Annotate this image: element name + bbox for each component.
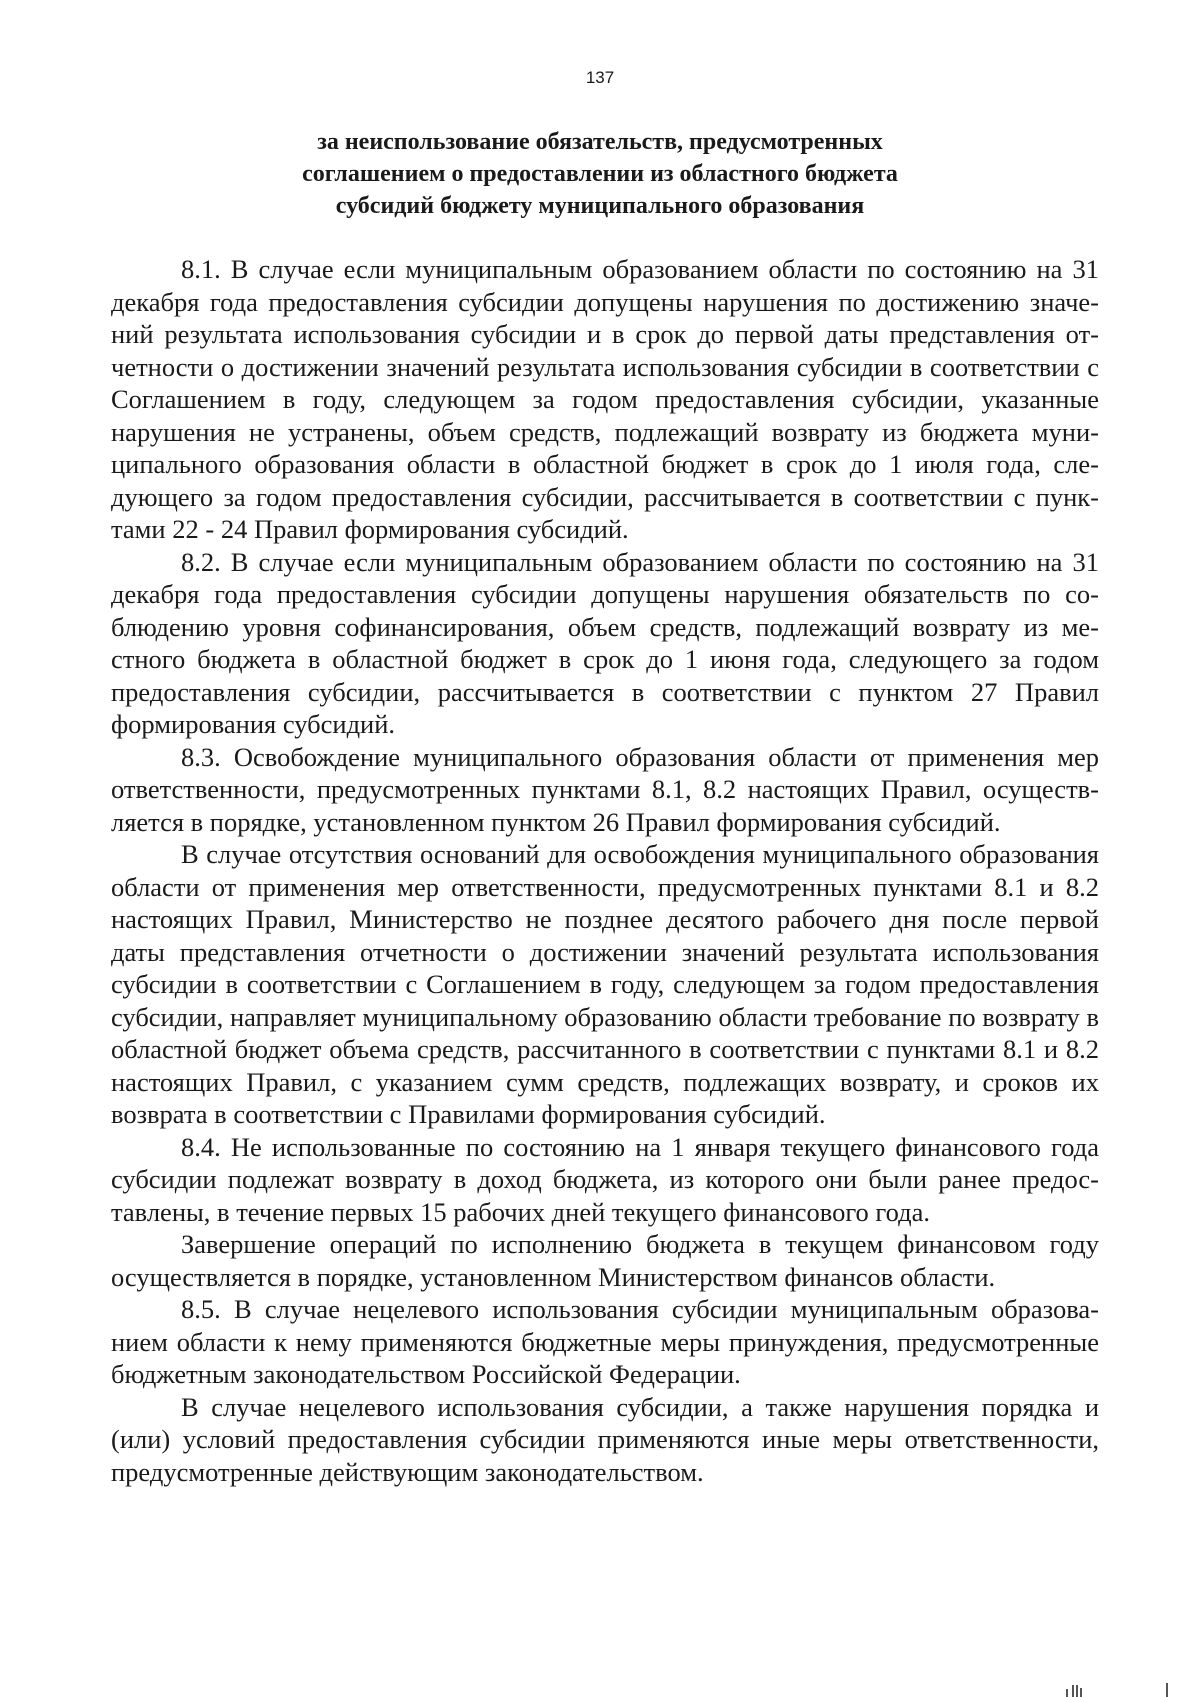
- page-number: 137: [585, 68, 615, 87]
- paragraph-8-4-continued: Завершение операций по исполнению бюджета в текущем финансовом году осуществляется в порядке, установленном Министерством финансов области.: [111, 1229, 1099, 1292]
- scan-artifact-marks: [1066, 1681, 1176, 1697]
- heading-line: субсидий бюджету муниципального образования: [335, 193, 865, 219]
- paragraph-8-4: 8.4. Не использованные по состоянию на 1 января текущего финансового года субсидии подлежат возврату в доход бюджета, из которого они были ранее предоставлены, в течение первых 15 рабочих дней текущего финансового года.: [111, 1131, 1099, 1227]
- paragraph-8-3-continued: В случае отсутствия оснований для освобождения муниципального образования области от применения мер ответственности, предусмотренных пунктами 8.1 и 8.2 настоящих Правил, Министерство не позднее десятого рабочего дня после первой даты представления отчетности о достижении значений результата использования субсидии в соответствии с Соглашением в году, следующем за годом предоставления субсидии, направляет муниципальному образованию области требование по возврату в областной бюджет объема средств, рассчитанного в соответствии с пунктами 8.1 и 8.2 настоящих Правил, с указанием сумм средств, подлежащих возврату, и сроков их возврата в соответствии с Правилами формирования субсидий.: [111, 839, 1099, 1129]
- paragraph-8-3: 8.3. Освобождение муниципального образования области от применения мер ответственности, предусмотренных пунктами 8.1, 8.2 настоящих Правил, осуществляется в порядке, установленном пунктом 26 Правил формирования субсидий.: [111, 741, 1099, 837]
- section-heading: [150, 126, 1050, 222]
- paragraph-8-5-continued: В случае нецелевого использования субсидии, а также нарушения порядка и (или) условий предоставления субсидии применяются иные меры ответственности, предусмотренные действующим законодательством.: [111, 1391, 1099, 1487]
- heading-line: за неиспользование обязательств, предусмотренных: [317, 129, 883, 155]
- document-body: [111, 253, 1099, 1488]
- paragraph-8-1: 8.1. В случае если муниципальным образованием области по состоянию на 31 декабря года предоставления субсидии допущены нарушения по достижению значений результата использования субсидии и в срок до первой даты представления отчетности о достижении значений результата использования субсидии в соответствии с Соглашением в году, следующем за годом предоставления субсидии, указанные нарушения не устранены, объем средств, подлежащий возврату из бюджета муниципального образования области в областной бюджет в срок до 1 июля года, следующего за годом предоставления субсидии, рассчитывается в соответствии с пунктами 22 - 24 Правил формирования субсидий.: [111, 254, 1099, 544]
- paragraph-8-2: 8.2. В случае если муниципальным образованием области по состоянию на 31 декабря года предоставления субсидии допущены нарушения обязательств по соблюдению уровня софинансирования, объем средств, подлежащий возврату из местного бюджета в областной бюджет в срок до 1 июня года, следующего за годом предоставления субсидии, рассчитывается в соответствии с пунктом 27 Правил формирования субсидий.: [111, 546, 1099, 739]
- paragraph-8-5: 8.5. В случае нецелевого использования субсидии муниципальным образованием области к нему применяются бюджетные меры принуждения, предусмотренные бюджетным законодательством Российской Федерации.: [111, 1294, 1099, 1389]
- heading-line: соглашением о предоставлении из областного бюджета: [302, 161, 898, 187]
